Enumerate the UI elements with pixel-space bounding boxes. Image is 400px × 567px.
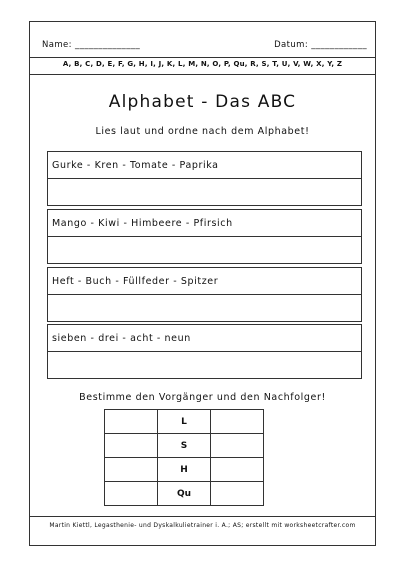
header-divider [30, 57, 375, 58]
table-row [105, 434, 264, 458]
letter-cell: H [158, 458, 211, 482]
name-field: Name: ______________ [42, 40, 141, 50]
page-title: Alphabet - Das ABC [108, 92, 297, 112]
footer-credit: Martin Kiettl, Legasthenie- und Dyskalkulietrainer i. A.; AS; erstellt mit worksheetcrafter.com [49, 522, 356, 529]
letter-cell: S [158, 434, 211, 458]
successor-cell[interactable] [211, 458, 264, 482]
table-row [105, 458, 264, 482]
successor-cell[interactable] [211, 434, 264, 458]
answer-line[interactable] [48, 237, 362, 264]
alphabet-line: A, B, C, D, E, F, G, H, I, J, K, L, M, N, O, P, Qu, R, S, T, U, V, W, X, Y, Z [62, 60, 343, 68]
exercise-words: sieben - drei - acht - neun [48, 325, 362, 352]
table-row [105, 482, 264, 506]
exercise-words: Mango - Kiwi - Himbeere - Pfirsich [48, 210, 362, 237]
letter-cell: Qu [158, 482, 211, 506]
exercise-words: Heft - Buch - Füllfeder - Spitzer [48, 268, 362, 295]
worksheet-frame [29, 21, 376, 546]
letter-cell: L [158, 410, 211, 434]
answer-line[interactable] [48, 179, 362, 206]
predecessor-cell[interactable] [105, 434, 158, 458]
alphabet-divider [30, 74, 375, 75]
footer-divider [30, 516, 375, 517]
predecessor-cell[interactable] [105, 410, 158, 434]
exercise-table-3 [47, 267, 362, 322]
exercise-table-4 [47, 324, 362, 379]
exercise-words: Gurke - Kren - Tomate - Paprika [48, 152, 362, 179]
answer-line[interactable] [48, 295, 362, 322]
exercise-table-1 [47, 151, 362, 206]
predecessor-cell[interactable] [105, 458, 158, 482]
answer-line[interactable] [48, 352, 362, 379]
exercise-table-2 [47, 209, 362, 264]
date-field: Datum: ____________ [274, 40, 367, 50]
instruction-sort: Lies laut und ordne nach dem Alphabet! [95, 126, 310, 137]
successor-cell[interactable] [211, 482, 264, 506]
neighbor-table [104, 409, 264, 506]
predecessor-cell[interactable] [105, 482, 158, 506]
table-row [105, 410, 264, 434]
instruction-neighbors: Bestimme den Vorgänger und den Nachfolger! [79, 392, 326, 403]
successor-cell[interactable] [211, 410, 264, 434]
